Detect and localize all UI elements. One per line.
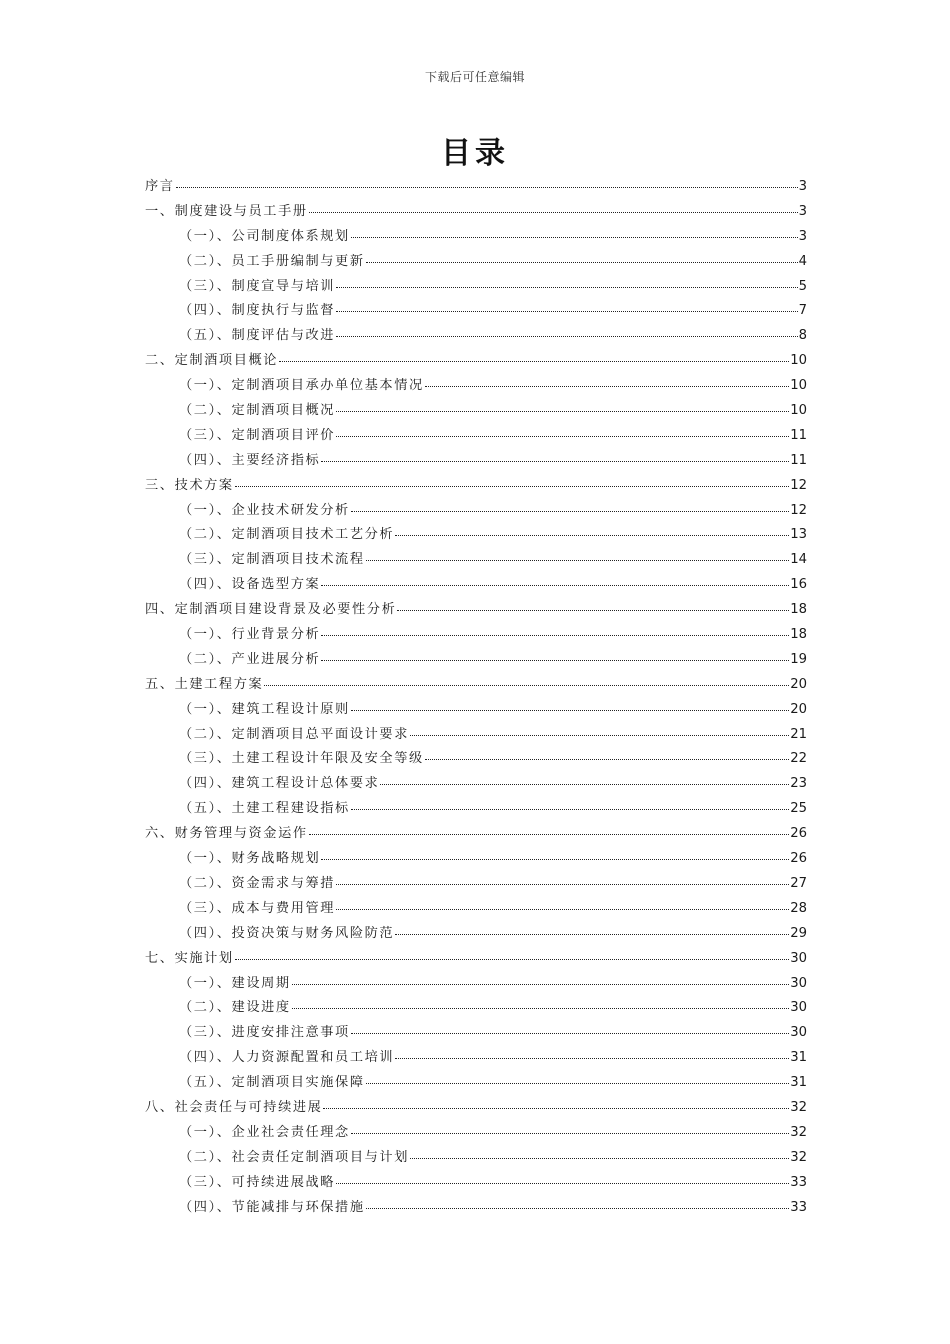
- toc-page-number: 16: [790, 577, 807, 593]
- toc-dot-leader: [336, 424, 789, 437]
- toc-subsection-entry[interactable]: [145, 847, 807, 872]
- toc-page-number: 18: [790, 602, 807, 618]
- toc-dot-leader: [395, 922, 789, 935]
- toc-dot-leader: [366, 1196, 790, 1209]
- toc-subsection-entry[interactable]: [145, 424, 807, 449]
- toc-entry-title: （一）、公司制度体系规划: [179, 228, 350, 244]
- toc-dot-leader: [321, 449, 789, 462]
- toc-section-entry[interactable]: [145, 1096, 807, 1121]
- toc-entry-title: 二、定制酒项目概论: [145, 353, 279, 369]
- toc-page-number: 3: [798, 203, 807, 219]
- toc-subsection-entry[interactable]: [145, 499, 807, 524]
- toc-entry-title: （三）、制度宣导与培训: [179, 278, 336, 294]
- toc-entry-title: 五、土建工程方案: [145, 676, 264, 692]
- toc-dot-leader: [336, 275, 798, 288]
- toc-entry-title: （三）、定制酒项目评价: [179, 427, 336, 443]
- toc-page-number: 20: [790, 676, 807, 692]
- toc-page-number: 4: [798, 253, 807, 269]
- toc-entry-title: （一）、财务战略规划: [179, 851, 321, 867]
- toc-entry-title: （二）、资金需求与筹措: [179, 875, 336, 891]
- toc-page-number: 23: [790, 776, 807, 792]
- toc-page-number: 12: [790, 502, 807, 518]
- toc-entry-title: 三、技术方案: [145, 477, 234, 493]
- toc-subsection-entry[interactable]: [145, 324, 807, 349]
- toc-subsection-entry[interactable]: [145, 1171, 807, 1196]
- toc-subsection-entry[interactable]: [145, 225, 807, 250]
- toc-entry-title: （一）、定制酒项目承办单位基本情况: [179, 378, 424, 394]
- toc-subsection-entry[interactable]: [145, 449, 807, 474]
- toc-subsection-entry[interactable]: [145, 772, 807, 797]
- toc-page-number: 8: [798, 328, 807, 344]
- toc-entry-title: （四）、建筑工程设计总体要求: [179, 776, 380, 792]
- toc-dot-leader: [351, 1021, 789, 1034]
- toc-entry-title: （一）、建设周期: [179, 975, 291, 991]
- page-title: 目录: [441, 136, 509, 171]
- toc-page-number: 30: [790, 1025, 807, 1041]
- toc-subsection-entry[interactable]: [145, 996, 807, 1021]
- toc-page-number: 29: [790, 925, 807, 941]
- toc-page-number: 32: [790, 1124, 807, 1140]
- toc-entry-title: （五）、定制酒项目实施保障: [179, 1075, 365, 1091]
- toc-page-number: 33: [790, 1174, 807, 1190]
- toc-dot-leader: [366, 548, 790, 561]
- toc-subsection-entry[interactable]: [145, 250, 807, 275]
- toc-page-number: 31: [790, 1075, 807, 1091]
- toc-page-number: 11: [790, 452, 807, 468]
- toc-entry-title: （三）、土建工程设计年限及安全等级: [179, 751, 424, 767]
- toc-dot-leader: [292, 996, 790, 1009]
- toc-page-number: 5: [798, 278, 807, 294]
- toc-page-number: 30: [790, 950, 807, 966]
- toc-dot-leader: [380, 772, 789, 785]
- toc-subsection-entry[interactable]: [145, 698, 807, 723]
- toc-dot-leader: [351, 1121, 789, 1134]
- toc-page-number: 11: [790, 427, 807, 443]
- toc-page-number: 30: [790, 1000, 807, 1016]
- toc-dot-leader: [321, 623, 789, 636]
- toc-page-number: 26: [790, 851, 807, 867]
- toc-entry-title: （五）、制度评估与改进: [179, 328, 336, 344]
- toc-dot-leader: [410, 1146, 789, 1159]
- toc-subsection-entry[interactable]: [145, 897, 807, 922]
- toc-entry-title: （四）、制度执行与监督: [179, 303, 336, 319]
- toc-entry-title: （三）、进度安排注意事项: [179, 1025, 350, 1041]
- toc-subsection-entry[interactable]: [145, 573, 807, 598]
- toc-dot-leader: [292, 972, 790, 985]
- toc-dot-leader: [395, 523, 789, 536]
- toc-dot-leader: [309, 200, 798, 213]
- toc-page-number: 30: [790, 975, 807, 991]
- toc-dot-leader: [336, 897, 789, 910]
- toc-subsection-entry[interactable]: [145, 1071, 807, 1096]
- toc-entry-title: （四）、投资决策与财务风险防范: [179, 925, 395, 941]
- toc-entry-title: （二）、建设进度: [179, 1000, 291, 1016]
- toc-section-entry[interactable]: [145, 947, 807, 972]
- header-note: 下载后可任意编辑: [424, 70, 525, 84]
- toc-page-number: 13: [790, 527, 807, 543]
- toc-page-number: 25: [790, 801, 807, 817]
- toc-entry-title: 七、实施计划: [145, 950, 234, 966]
- toc-subsection-entry[interactable]: [145, 299, 807, 324]
- toc-page-number: 14: [790, 552, 807, 568]
- toc-entry-title: （二）、定制酒项目总平面设计要求: [179, 726, 409, 742]
- toc-subsection-entry[interactable]: [145, 523, 807, 548]
- toc-section-entry[interactable]: [145, 822, 807, 847]
- toc-page-number: 10: [790, 378, 807, 394]
- toc-entry-title: （二）、定制酒项目概况: [179, 403, 336, 419]
- toc-dot-leader: [351, 499, 789, 512]
- toc-dot-leader: [176, 175, 798, 188]
- toc-entry-title: （四）、主要经济指标: [179, 452, 321, 468]
- toc-dot-leader: [351, 698, 789, 711]
- toc-dot-leader: [425, 374, 789, 387]
- toc-page-number: 27: [790, 875, 807, 891]
- toc-dot-leader: [425, 747, 789, 760]
- toc-page-number: 3: [798, 228, 807, 244]
- toc-section-entry[interactable]: [145, 175, 807, 200]
- toc-dot-leader: [336, 324, 798, 337]
- toc-entry-title: 八、社会责任与可持续进展: [145, 1099, 323, 1115]
- toc-subsection-entry[interactable]: [145, 648, 807, 673]
- toc-subsection-entry[interactable]: [145, 872, 807, 897]
- toc-dot-leader: [279, 349, 789, 362]
- toc-section-entry[interactable]: [145, 673, 807, 698]
- toc-dot-leader: [264, 673, 789, 686]
- toc-section-entry[interactable]: [145, 200, 807, 225]
- toc-subsection-entry[interactable]: [145, 623, 807, 648]
- toc-page-number: 21: [790, 726, 807, 742]
- toc-subsection-entry[interactable]: [145, 374, 807, 399]
- toc-subsection-entry[interactable]: [145, 1046, 807, 1071]
- toc-entry-title: （三）、成本与费用管理: [179, 900, 336, 916]
- toc-section-entry[interactable]: [145, 474, 807, 499]
- toc-page-number: 12: [790, 477, 807, 493]
- toc-entry-title: （一）、企业社会责任理念: [179, 1124, 350, 1140]
- toc-subsection-entry[interactable]: [145, 922, 807, 947]
- toc-dot-leader: [351, 797, 789, 810]
- toc-page-number: 32: [790, 1149, 807, 1165]
- toc-page-number: 10: [790, 403, 807, 419]
- toc-subsection-entry[interactable]: [145, 747, 807, 772]
- toc-page-number: 22: [790, 751, 807, 767]
- toc-page-number: 3: [798, 179, 807, 194]
- toc-dot-leader: [397, 598, 789, 611]
- toc-entry-title: （二）、定制酒项目技术工艺分析: [179, 527, 395, 543]
- toc-dot-leader: [410, 723, 789, 736]
- toc-page-number: 10: [790, 353, 807, 369]
- toc-section-entry[interactable]: [145, 598, 807, 623]
- table-of-contents: [145, 175, 807, 1220]
- toc-subsection-entry[interactable]: [145, 723, 807, 748]
- toc-entry-title: 序言: [145, 179, 175, 194]
- toc-page-number: 32: [790, 1099, 807, 1115]
- toc-subsection-entry[interactable]: [145, 399, 807, 424]
- toc-entry-title: （一）、行业背景分析: [179, 627, 321, 643]
- toc-page-number: 18: [790, 627, 807, 643]
- toc-dot-leader: [309, 822, 790, 835]
- toc-subsection-entry[interactable]: [145, 1021, 807, 1046]
- toc-subsection-entry[interactable]: [145, 1196, 807, 1221]
- toc-subsection-entry[interactable]: [145, 1146, 807, 1171]
- toc-page-number: 26: [790, 826, 807, 842]
- toc-entry-title: （二）、产业进展分析: [179, 651, 321, 667]
- toc-subsection-entry[interactable]: [145, 275, 807, 300]
- toc-page-number: 7: [798, 303, 807, 319]
- toc-dot-leader: [321, 573, 789, 586]
- toc-subsection-entry[interactable]: [145, 797, 807, 822]
- toc-entry-title: （二）、社会责任定制酒项目与计划: [179, 1149, 409, 1165]
- toc-entry-title: （四）、设备选型方案: [179, 577, 321, 593]
- toc-subsection-entry[interactable]: [145, 548, 807, 573]
- toc-entry-title: （三）、定制酒项目技术流程: [179, 552, 365, 568]
- toc-dot-leader: [321, 648, 789, 661]
- toc-entry-title: （四）、人力资源配置和员工培训: [179, 1050, 395, 1066]
- toc-entry-title: （四）、节能减排与环保措施: [179, 1199, 365, 1215]
- toc-entry-title: 六、财务管理与资金运作: [145, 826, 308, 842]
- toc-dot-leader: [395, 1046, 789, 1059]
- toc-entry-title: （二）、员工手册编制与更新: [179, 253, 365, 269]
- toc-dot-leader: [336, 299, 798, 312]
- toc-entry-title: （五）、土建工程建设指标: [179, 801, 350, 817]
- toc-dot-leader: [336, 872, 789, 885]
- toc-page-number: 19: [790, 651, 807, 667]
- toc-dot-leader: [336, 1171, 789, 1184]
- toc-page-number: 31: [790, 1050, 807, 1066]
- toc-page-number: 28: [790, 900, 807, 916]
- toc-dot-leader: [366, 1071, 790, 1084]
- toc-entry-title: （一）、建筑工程设计原则: [179, 701, 350, 717]
- toc-dot-leader: [235, 947, 789, 960]
- toc-page-number: 20: [790, 701, 807, 717]
- toc-entry-title: 一、制度建设与员工手册: [145, 203, 308, 219]
- toc-dot-leader: [323, 1096, 789, 1109]
- toc-entry-title: （一）、企业技术研发分析: [179, 502, 350, 518]
- toc-dot-leader: [351, 225, 798, 238]
- toc-dot-leader: [336, 399, 789, 412]
- toc-dot-leader: [321, 847, 789, 860]
- toc-section-entry[interactable]: [145, 349, 807, 374]
- toc-subsection-entry[interactable]: [145, 1121, 807, 1146]
- toc-page-number: 33: [790, 1199, 807, 1215]
- toc-entry-title: （三）、可持续进展战略: [179, 1174, 336, 1190]
- toc-dot-leader: [366, 250, 798, 263]
- toc-subsection-entry[interactable]: [145, 972, 807, 997]
- toc-entry-title: 四、定制酒项目建设背景及必要性分析: [145, 602, 397, 618]
- toc-dot-leader: [235, 474, 789, 487]
